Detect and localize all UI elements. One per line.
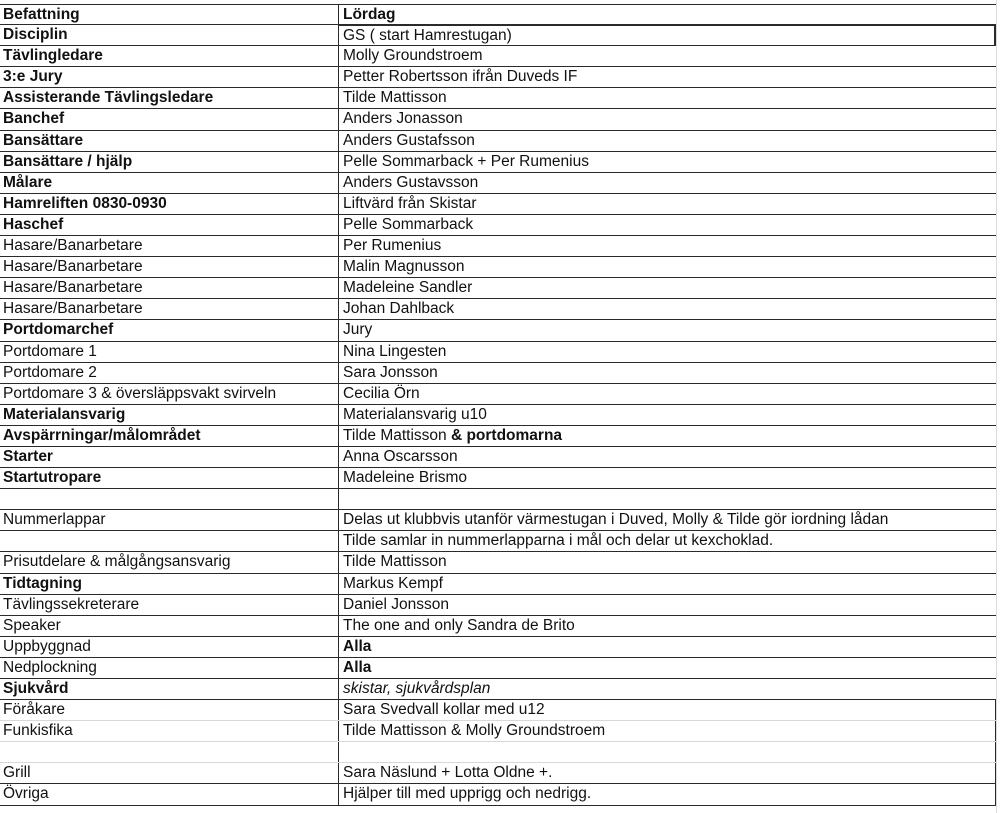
- table-row: [0, 152, 996, 173]
- role-cell[interactable]: Hamreliften 0830-0930: [3, 194, 167, 212]
- table-row: [0, 489, 996, 510]
- role-cell[interactable]: Speaker: [3, 616, 61, 634]
- role-cell[interactable]: Grill: [3, 764, 31, 782]
- table-row: [0, 236, 996, 257]
- value-cell[interactable]: Per Rumenius: [338, 236, 996, 256]
- role-cell[interactable]: Startutropare: [3, 469, 102, 487]
- value-cell[interactable]: Sara Svedvall kollar med u12: [338, 700, 996, 720]
- role-cell[interactable]: Övriga: [3, 785, 49, 803]
- value-cell[interactable]: Delas ut klubbvis utanför värmestugan i Duved, Molly & Tilde gör iordning lådan: [338, 510, 996, 530]
- value-cell[interactable]: Alla: [338, 637, 996, 657]
- table-row: [0, 215, 996, 236]
- table-row: [0, 552, 996, 573]
- value-cell[interactable]: Malin Magnusson: [338, 257, 996, 277]
- table-row: [0, 447, 996, 468]
- role-cell[interactable]: Hasare/Banarbetare: [3, 300, 143, 318]
- table-row: [0, 194, 996, 215]
- role-cell[interactable]: Föråkare: [3, 701, 66, 719]
- value-cell[interactable]: Johan Dahlback: [338, 299, 996, 319]
- role-cell[interactable]: Banchef: [3, 110, 65, 128]
- value-cell[interactable]: Tilde Mattisson: [338, 552, 996, 572]
- role-cell[interactable]: Hasare/Banarbetare: [3, 258, 143, 276]
- table-row: [0, 700, 996, 721]
- value-cell[interactable]: Materialansvarig u10: [338, 405, 996, 425]
- table-row: [0, 721, 996, 742]
- role-cell[interactable]: Portdomare 3 & översläppsvakt svirveln: [3, 384, 277, 402]
- role-cell[interactable]: Funkisfika: [3, 722, 73, 740]
- value-cell[interactable]: [338, 489, 996, 509]
- table-row: [0, 763, 996, 784]
- role-cell[interactable]: Uppbyggnad: [3, 637, 91, 655]
- table-row: [0, 468, 996, 489]
- table-row: [0, 384, 996, 405]
- value-cell[interactable]: Anders Gustafsson: [338, 131, 996, 151]
- table-row: [0, 616, 996, 637]
- value-cell[interactable]: Anders Jonasson: [338, 109, 996, 129]
- value-cell[interactable]: Tilde Mattisson & Molly Groundstroem: [338, 721, 996, 741]
- role-cell[interactable]: Materialansvarig: [3, 405, 126, 423]
- table-row: [0, 574, 996, 595]
- value-suffix-bold: & portdomarna: [446, 426, 563, 444]
- value-cell[interactable]: GS ( start Hamrestugan): [338, 25, 996, 45]
- value-cell[interactable]: The one and only Sandra de Brito: [338, 616, 996, 636]
- role-cell[interactable]: Tidtagning: [3, 574, 82, 592]
- table-row: [0, 595, 996, 616]
- role-cell[interactable]: Nedplockning: [3, 658, 97, 676]
- value-cell[interactable]: Tilde Mattisson: [338, 88, 996, 108]
- role-cell[interactable]: Starter: [3, 447, 53, 465]
- table-row: [0, 173, 996, 194]
- table-row: [0, 784, 996, 805]
- table-row: [0, 510, 996, 531]
- table-row: [0, 67, 996, 88]
- table-row: [0, 742, 996, 763]
- role-cell[interactable]: [0, 489, 338, 509]
- role-cell[interactable]: Portdomarchef: [3, 321, 114, 339]
- table-row: [0, 46, 996, 67]
- role-cell[interactable]: Hasare/Banarbetare: [3, 279, 143, 297]
- table-row: [0, 131, 996, 152]
- header-befattning[interactable]: Befattning: [3, 6, 80, 23]
- table-row: [0, 658, 996, 679]
- role-cell[interactable]: Hasare/Banarbetare: [3, 237, 143, 255]
- value-cell[interactable]: skistar, sjukvårdsplan: [338, 679, 996, 699]
- table-row: [0, 88, 996, 109]
- value-cell[interactable]: Madeleine Brismo: [338, 468, 996, 488]
- value-cell[interactable]: Hjälper till med upprigg och nedrigg.: [338, 784, 996, 804]
- value-cell[interactable]: Tilde samlar in nummerlapparna i mål och delar ut kexchoklad.: [338, 531, 996, 551]
- value-cell[interactable]: Markus Kempf: [338, 574, 996, 594]
- value-cell[interactable]: Sara Näslund + Lotta Oldne +.: [338, 763, 996, 783]
- role-cell[interactable]: Bansättare / hjälp: [3, 152, 133, 170]
- role-cell[interactable]: Nummerlappar: [3, 511, 106, 529]
- role-cell[interactable]: Disciplin: [3, 26, 68, 44]
- value-cell[interactable]: Molly Groundstroem: [338, 46, 996, 66]
- role-cell[interactable]: Sjukvård: [3, 680, 69, 697]
- table-row: [0, 342, 996, 363]
- table-row: [0, 637, 996, 658]
- value-text: Tilde Mattisson: [343, 426, 447, 444]
- value-cell[interactable]: [338, 426, 996, 446]
- table-row: [0, 278, 996, 299]
- header-row: [0, 4, 996, 25]
- value-cell[interactable]: Nina Lingesten: [338, 342, 996, 362]
- table-row: [0, 531, 996, 552]
- table-row: [0, 109, 996, 130]
- role-cell[interactable]: Bansättare: [3, 131, 84, 149]
- role-cell[interactable]: 3:e Jury: [3, 68, 63, 86]
- role-cell[interactable]: [0, 742, 338, 762]
- table-row: [0, 679, 996, 700]
- role-cell[interactable]: Avspärrningar/målområdet: [3, 426, 201, 444]
- role-cell[interactable]: Portdomare 2: [3, 363, 97, 381]
- role-cell[interactable]: Prisutdelare & målgångsansvarig: [3, 553, 231, 571]
- value-cell[interactable]: Pelle Sommarback + Per Rumenius: [338, 152, 996, 172]
- value-cell[interactable]: Alla: [338, 658, 996, 678]
- value-cell[interactable]: Anders Gustavsson: [338, 173, 996, 193]
- table-row: [0, 363, 996, 384]
- value-cell[interactable]: Sara Jonsson: [338, 363, 996, 383]
- table-row: [0, 257, 996, 278]
- table-row: [0, 25, 996, 46]
- value-cell[interactable]: Liftvärd från Skistar: [338, 194, 996, 214]
- role-cell[interactable]: Målare: [3, 173, 53, 191]
- table-row: [0, 320, 996, 341]
- value-cell[interactable]: Jury: [338, 320, 996, 340]
- table-row: [0, 405, 996, 426]
- table-row: [0, 299, 996, 320]
- value-cell[interactable]: Daniel Jonsson: [338, 595, 996, 615]
- value-cell[interactable]: Petter Robertsson ifrån Duveds IF: [338, 67, 996, 87]
- role-cell[interactable]: Tävlingssekreterare: [3, 595, 140, 613]
- value-cell[interactable]: [338, 742, 996, 762]
- sheet-gridline: [996, 0, 997, 813]
- value-cell[interactable]: Anna Oscarsson: [338, 447, 996, 467]
- role-cell[interactable]: Portdomare 1: [3, 342, 97, 360]
- spreadsheet-table: [0, 4, 996, 806]
- header-lordag[interactable]: Lördag: [338, 5, 996, 24]
- value-cell[interactable]: Pelle Sommarback: [338, 215, 996, 235]
- role-cell[interactable]: Tävlingledare: [3, 47, 103, 65]
- role-cell[interactable]: Assisterande Tävlingsledare: [3, 89, 214, 107]
- value-cell[interactable]: Cecilia Örn: [338, 384, 996, 404]
- table-body: [0, 25, 996, 805]
- table-row: [0, 426, 996, 447]
- value-cell[interactable]: Madeleine Sandler: [338, 278, 996, 298]
- role-cell[interactable]: Haschef: [3, 215, 64, 233]
- role-cell[interactable]: [0, 531, 338, 551]
